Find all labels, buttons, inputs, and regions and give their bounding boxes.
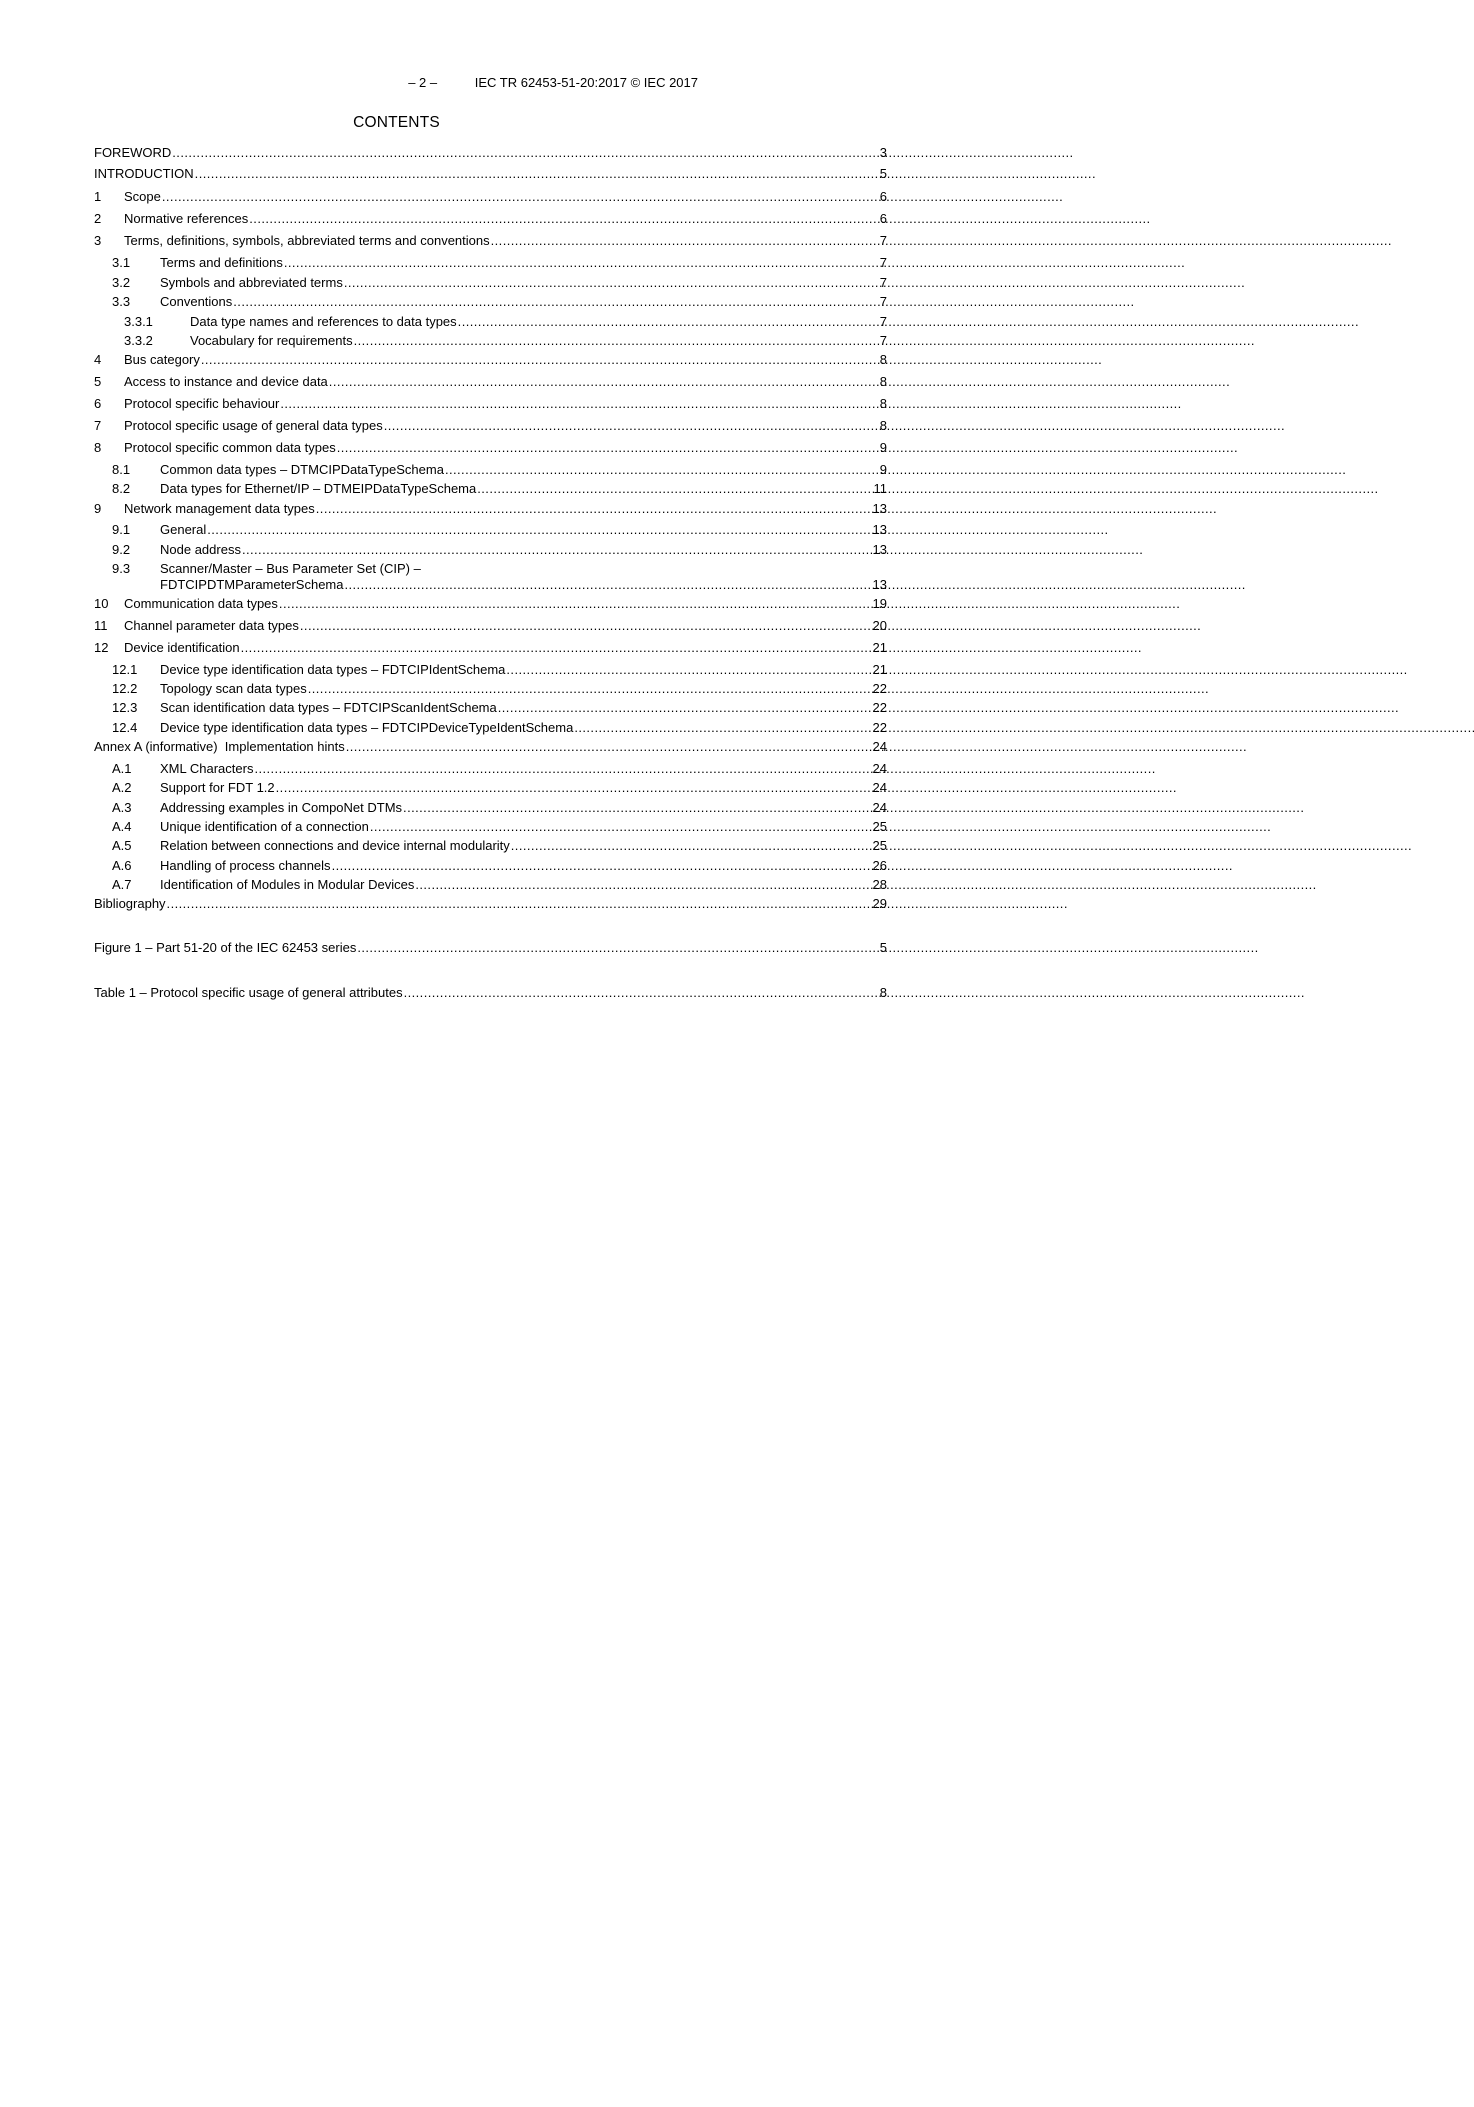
list-of-figures-entry-1[interactable]: Figure 1 – Part 51-20 of the IEC 62453 series . . . 5 — [94, 940, 698, 956]
page-ref: 22 — [872, 700, 887, 715]
page-ref: 7 — [879, 255, 887, 270]
toc-entry-8[interactable]: 8 Protocol specific common data types . . . 9 — [94, 440, 698, 456]
page-ref: 11 — [873, 481, 887, 496]
page-ref: 24 — [872, 800, 887, 815]
page-ref: 9 — [879, 440, 887, 455]
toc-entry-2[interactable]: 2 Normative references . . . 6 — [94, 211, 698, 227]
page-ref: 5 — [879, 940, 887, 955]
toc-entry-a-5[interactable]: A.5 Relation between connections and device internal modularity . . . 25 — [94, 838, 698, 854]
toc-entry-a-6[interactable]: A.6 Handling of process channels . . . 26 — [94, 858, 698, 874]
page-ref: 22 — [872, 720, 887, 735]
page-ref: 8 — [879, 985, 887, 1000]
toc-entry-3[interactable]: 3 Terms, definitions, symbols, abbreviated terms and conventions . . . 7 — [94, 233, 698, 249]
page-ref: 25 — [872, 819, 887, 834]
toc-entry-7[interactable]: 7 Protocol specific usage of general data types . . . 8 — [94, 418, 698, 434]
toc-entry-9-3-cont[interactable]: FDTCIPDTMParameterSchema . . . 13 — [94, 577, 698, 593]
page-ref: 8 — [879, 352, 887, 367]
toc-entry-8-2[interactable]: 8.2 Data types for Ethernet/IP – DTMEIPDataTypeSchema . . . 11 — [94, 481, 698, 497]
toc-entry-bibliography[interactable]: Bibliography . . . 29 — [94, 896, 698, 912]
page-ref: 7 — [879, 233, 887, 248]
page-ref: 13 — [872, 501, 887, 516]
toc-entry-8-1[interactable]: 8.1 Common data types – DTMCIPDataTypeSchema . . . 9 — [94, 462, 698, 478]
toc-entry-6[interactable]: 6 Protocol specific behaviour . . . 8 — [94, 396, 698, 412]
page-ref: 21 — [872, 662, 887, 677]
toc-entry-a-4[interactable]: A.4 Unique identification of a connection . . . 25 — [94, 819, 698, 835]
toc-entry-3-3-2[interactable]: 3.3.2 Vocabulary for requirements . . . 7 — [94, 333, 698, 349]
toc-entry-9-3[interactable]: 9.3 Scanner/Master – Bus Parameter Set (CIP) – — [112, 561, 421, 576]
page-number: – 2 – — [408, 75, 438, 90]
page-ref: 21 — [872, 640, 887, 655]
page-title: CONTENTS — [353, 114, 440, 131]
toc-entry-11[interactable]: 11 Channel parameter data types . . . 20 — [94, 618, 698, 634]
page-ref: 7 — [879, 275, 887, 290]
page-ref: 28 — [872, 877, 887, 892]
toc-entry-10[interactable]: 10 Communication data types . . . 19 — [94, 596, 698, 612]
page-header — [408, 75, 698, 90]
document-page — [0, 0, 887, 1122]
toc-entry-5[interactable]: 5 Access to instance and device data . . . 8 — [94, 374, 698, 390]
toc-entry-12-2[interactable]: 12.2 Topology scan data types . . . 22 — [94, 681, 698, 697]
page-ref: 6 — [879, 211, 887, 226]
page-ref: 5 — [879, 166, 887, 181]
page-ref: 9 — [879, 462, 887, 477]
page-ref: 8 — [879, 418, 887, 433]
page-ref: 24 — [872, 739, 887, 754]
toc-entry-a-1[interactable]: A.1 XML Characters . . . 24 — [94, 761, 698, 777]
page-ref: 8 — [879, 374, 887, 389]
page-ref: 3 — [879, 145, 887, 160]
page-ref: 20 — [872, 618, 887, 633]
page-ref: 13 — [872, 542, 887, 557]
toc-entry-12[interactable]: 12 Device identification . . . 21 — [94, 640, 698, 656]
page-ref: 26 — [872, 858, 887, 873]
toc-entry-9[interactable]: 9 Network management data types . . . 13 — [94, 501, 698, 517]
page-ref: 13 — [872, 577, 887, 592]
page-ref: 24 — [872, 780, 887, 795]
page-ref: 24 — [872, 761, 887, 776]
page-ref: 29 — [872, 896, 887, 911]
toc-entry-12-1[interactable]: 12.1 Device type identification data types – FDTCIPIdentSchema . . . 21 — [94, 662, 698, 678]
toc-entry-3-2[interactable]: 3.2 Symbols and abbreviated terms . . . 7 — [94, 275, 698, 291]
page-ref: 7 — [879, 314, 887, 329]
toc-entry-9-1[interactable]: 9.1 General . . . 13 — [94, 522, 698, 538]
toc-entry-1[interactable]: 1 Scope . . . 6 — [94, 189, 698, 205]
toc-entry-9-2[interactable]: 9.2 Node address . . . 13 — [94, 542, 698, 558]
page-ref: 8 — [879, 396, 887, 411]
toc-entry-12-4[interactable]: 12.4 Device type identification data types – FDTCIPDeviceTypeIdentSchema . . . 22 — [94, 720, 698, 736]
page-ref: 25 — [872, 838, 887, 853]
toc-entry-foreword[interactable]: FOREWORD . . . 3 — [94, 145, 698, 161]
page-ref: 7 — [879, 333, 887, 348]
page-ref: 7 — [879, 294, 887, 309]
toc-entry-3-1[interactable]: 3.1 Terms and definitions . . . 7 — [94, 255, 698, 271]
toc-entry-3-3[interactable]: 3.3 Conventions . . . 7 — [94, 294, 698, 310]
page-ref: 22 — [872, 681, 887, 696]
toc-entry-a-3[interactable]: A.3 Addressing examples in CompoNet DTMs . . . 24 — [94, 800, 698, 816]
toc-entry-a-7[interactable]: A.7 Identification of Modules in Modular Devices . . . 28 — [94, 877, 698, 893]
document-reference: IEC TR 62453-51-20:2017 © IEC 2017 — [474, 75, 698, 90]
toc-entry-introduction[interactable]: INTRODUCTION . . . 5 — [94, 166, 698, 182]
toc-entry-a-2[interactable]: A.2 Support for FDT 1.2 . . . 24 — [94, 780, 698, 796]
toc-entry-4[interactable]: 4 Bus category . . . 8 — [94, 352, 698, 368]
page-ref: 19 — [872, 596, 887, 611]
list-of-tables-entry-1[interactable]: Table 1 – Protocol specific usage of general attributes . . . 8 — [94, 985, 698, 1001]
toc-entry-3-3-1[interactable]: 3.3.1 Data type names and references to data types . . . 7 — [94, 314, 698, 330]
page-ref: 6 — [879, 189, 887, 204]
toc-entry-12-3[interactable]: 12.3 Scan identification data types – FDTCIPScanIdentSchema . . . 22 — [94, 700, 698, 716]
toc-entry-annex-a[interactable]: Annex A (informative) Implementation hints . . . 24 — [94, 739, 698, 755]
page-ref: 13 — [872, 522, 887, 537]
